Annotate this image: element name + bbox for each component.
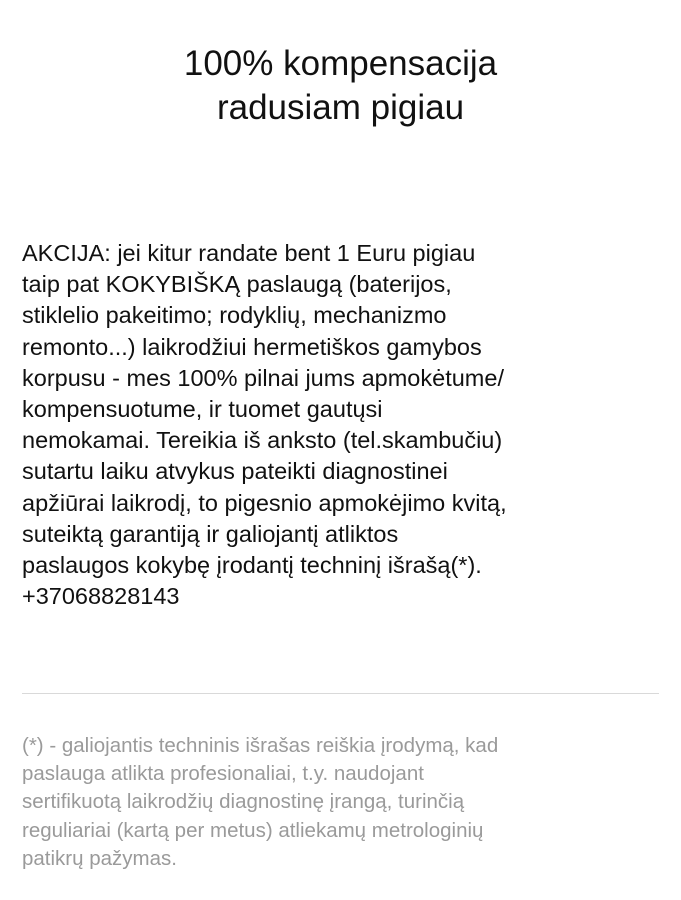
body-line: suteiktą garantiją ir galiojantį atliktos — [22, 520, 399, 547]
body-line: AKCIJA: jei kitur randate bent 1 Euru pigiau — [22, 240, 476, 266]
page-title — [0, 42, 681, 130]
body-line: paslaugos kokybę įrodantį techninį išrašą(*). — [22, 552, 482, 579]
footnote-line: paslauga atlikta profesionaliai, t.y. naudojant — [22, 762, 424, 786]
body-line: stiklelio pakeitimo; rodyklių, mechanizmo — [22, 302, 447, 329]
body-line: sutartu laiku atvykus pateikti diagnostinei — [22, 458, 448, 485]
footnote — [22, 732, 662, 873]
title-line: radusiam pigiau — [216, 88, 465, 127]
footnote-line: (*) - galiojantis techninis išrašas reiškia įrodymą, kad — [22, 734, 499, 757]
body-line: taip pat KOKYBIŠKĄ paslaugą (baterijos, — [22, 271, 452, 298]
body-line: kompensuotume, ir tuomet gautųsi — [22, 396, 383, 423]
footnote-line: sertifikuotą laikrodžių diagnostinę įrangą, turinčią — [22, 790, 465, 814]
body-line: apžiūrai laikrodį, to pigesnio apmokėjimo kvitą, — [22, 489, 507, 516]
body-line: korpusu - mes 100% pilnai jums apmokėtume/ — [22, 364, 504, 391]
divider — [22, 693, 659, 694]
title-line: 100% kompensacija — [183, 44, 498, 83]
footnote-line: patikrų pažymas. — [22, 846, 177, 870]
promo-description — [22, 238, 672, 612]
phone-number[interactable]: +37068828143 — [22, 583, 180, 610]
body-line: remonto...) laikrodžiui hermetiškos gamybos — [22, 333, 482, 360]
footnote-line: reguliariai (kartą per metus) atliekamų metrologinių — [22, 818, 484, 842]
body-line: nemokamai. Tereikia iš anksto (tel.skambučiu) — [22, 427, 503, 454]
